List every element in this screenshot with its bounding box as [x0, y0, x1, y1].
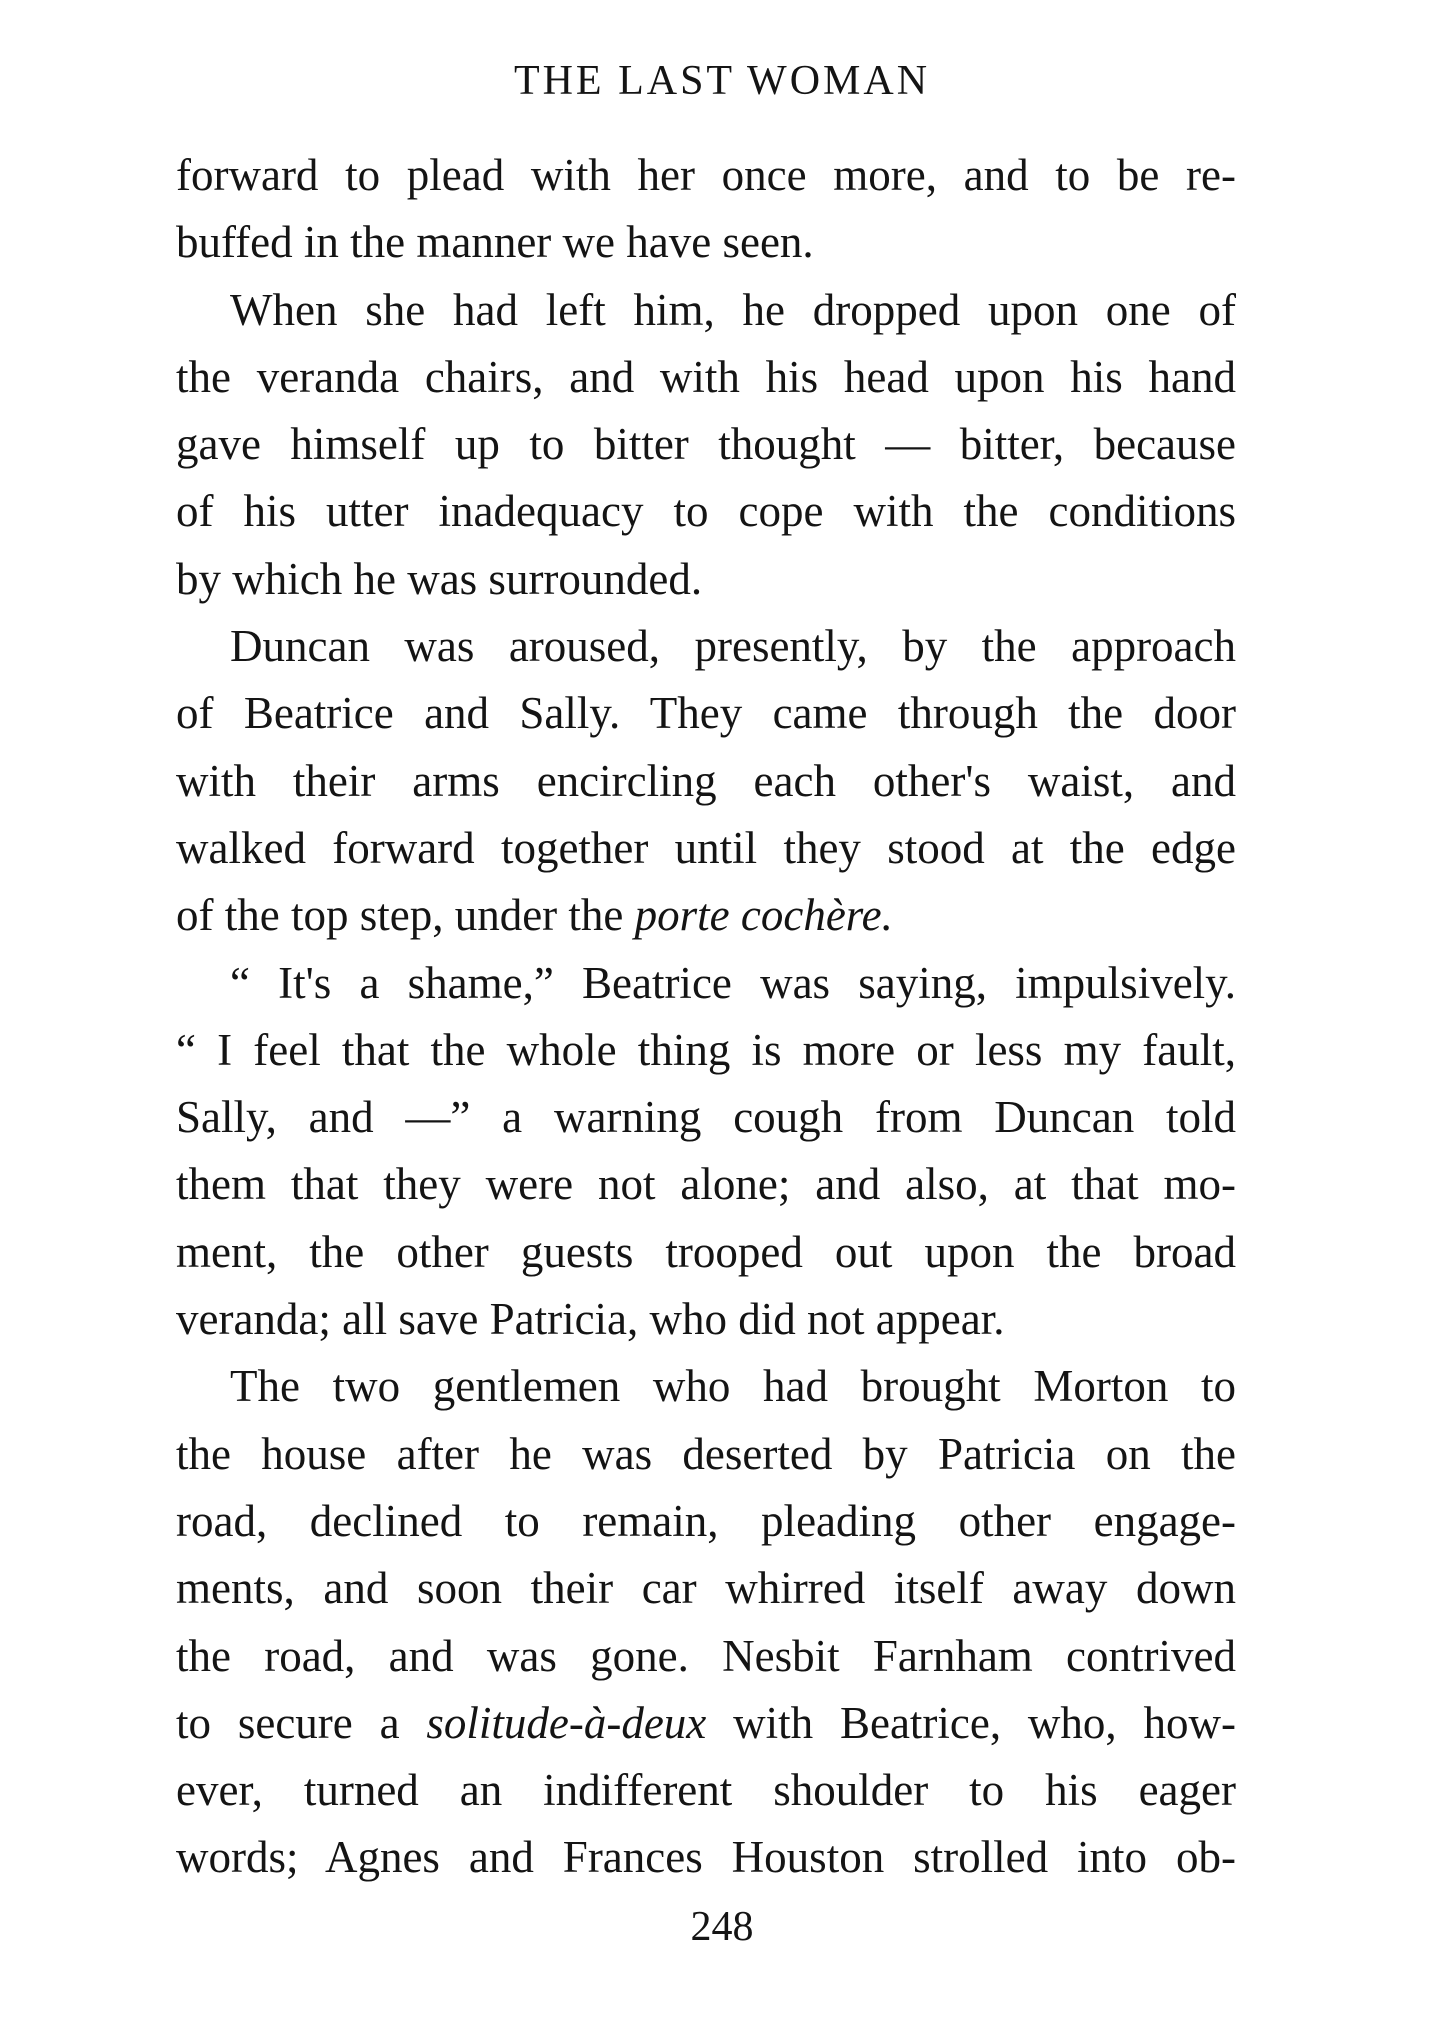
text-line: The two gentlemen who had brought Morton to — [230, 1361, 1236, 1412]
text-line: the road, and was gone. Nesbit Farnham contrived — [176, 1630, 1236, 1681]
text-line: the veranda chairs, and with his head upon his hand — [176, 351, 1236, 402]
text-line: When she had left him, he dropped upon one of — [230, 284, 1236, 335]
text-line: ment, the other guests trooped out upon the broad — [176, 1226, 1236, 1277]
text-line: forward to plead with her once more, and to be re- — [176, 150, 1236, 200]
text-line: ments, and soon their car whirred itself away down — [176, 1563, 1236, 1614]
paragraph-5 — [176, 1353, 1236, 1891]
text-line: “ It's a shame,” Beatrice was saying, impulsively. — [230, 957, 1236, 1008]
italic-phrase: porte cochère. — [634, 890, 893, 941]
text-segment: with Beatrice, who, how- — [706, 1697, 1236, 1748]
text-line: Sally, and —” a warning cough from Duncan told — [176, 1092, 1236, 1143]
text-line: them that they were not alone; and also, at that mo- — [176, 1159, 1236, 1210]
text-line: Duncan was aroused, presently, by the approach — [230, 621, 1236, 672]
paragraph-4 — [176, 950, 1236, 1354]
text-line: with their arms encircling each other's waist, and — [176, 755, 1236, 806]
running-title: THE LAST WOMAN — [513, 58, 931, 104]
paragraph-3 — [176, 613, 1236, 949]
text-line: gave himself up to bitter thought — bitter, because — [176, 419, 1236, 470]
text-line: walked forward together until they stood at the edge — [176, 822, 1236, 873]
text-line: buffed in the manner we have seen. — [176, 217, 814, 268]
page-number: 248 — [690, 1904, 754, 1950]
italic-phrase: solitude-à-deux — [426, 1697, 707, 1748]
text-line: veranda; all save Patricia, who did not appear. — [176, 1294, 1005, 1345]
text-line: words; Agnes and Frances Houston strolled into ob- — [176, 1832, 1236, 1883]
paragraph-1 — [176, 142, 1236, 277]
text-line — [176, 882, 1236, 949]
text-line: by which he was surrounded. — [176, 553, 703, 604]
text-line: road, declined to remain, pleading other engage- — [176, 1495, 1236, 1546]
paragraph-2 — [176, 277, 1236, 613]
text-line: ever, turned an indifferent shoulder to his eager — [176, 1765, 1236, 1816]
text-line: of Beatrice and Sally. They came through the door — [176, 688, 1236, 739]
body-text — [176, 142, 1236, 1892]
text-line — [176, 1690, 1236, 1757]
text-line: the house after he was deserted by Patricia on the — [176, 1428, 1236, 1479]
text-line: of his utter inadequacy to cope with the conditions — [176, 486, 1236, 537]
text-line: “ I feel that the whole thing is more or less my fault, — [176, 1024, 1236, 1075]
text-segment: of the top step, under the — [176, 890, 635, 941]
text-segment: to secure a — [176, 1697, 427, 1748]
